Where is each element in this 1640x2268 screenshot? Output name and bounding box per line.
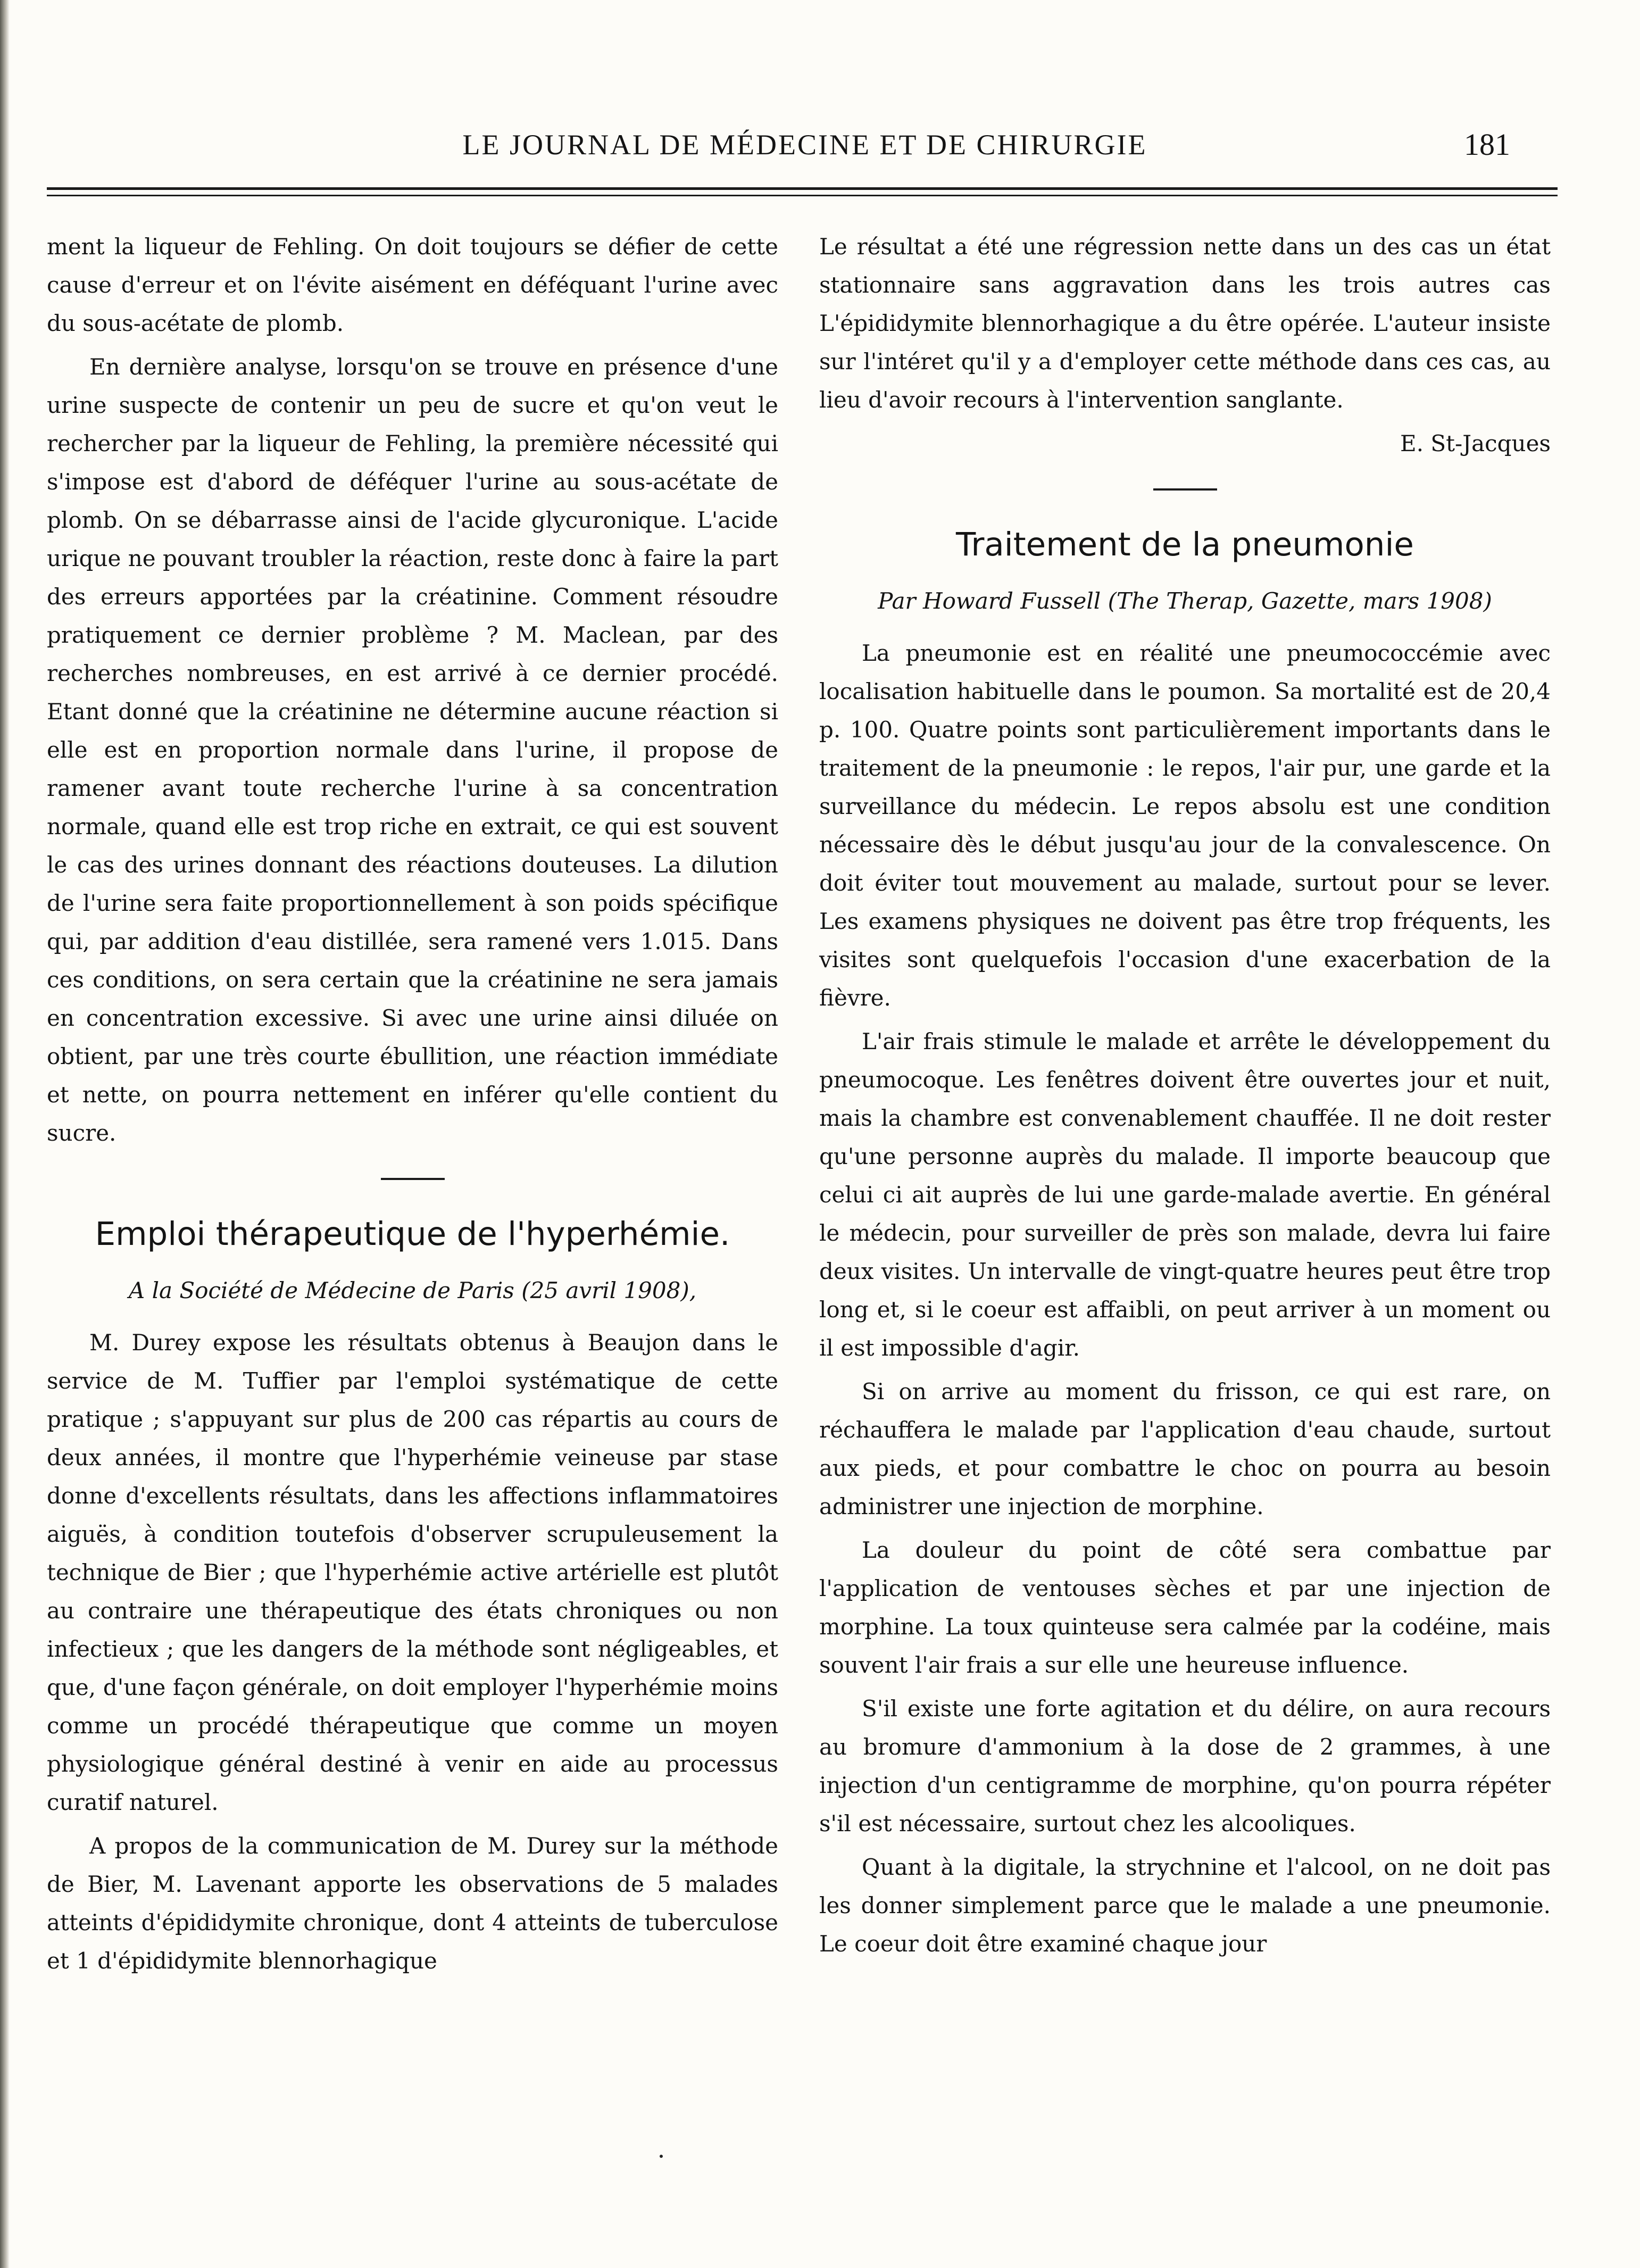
paragraph: La pneumonie est en réalité une pneumococcémie avec localisation habituelle dans le poumon. Sa mortalité est de 20,4 p. 100. Quatre points sont particulièrement importants dans le traitement de la pneumonie : le repos, l'air pur, une garde et la surveillance du médecin. Le repos absolu est une condition nécessaire dès le début jusqu'au jour de la convalescence. On doit éviter tout mouvement au malade, surtout pour se lever. Les examens physiques ne doivent pas être trop fréquents, les visites sont quelquefois l'occasion d'une exacerbation de la fièvre.: [819, 640, 1551, 1011]
paragraph: L'air frais stimule le malade et arrête le développement du pneumocoque. Les fenêtres doivent être ouvertes jour et nuit, mais la chambre est convenablement chauffée. Il ne doit rester qu'une personne auprès du malade. Il importe beaucoup que celui ci ait auprès de lui une garde-malade avertie. En général le médecin, pour surveiller de près son malade, devra lui faire deux visites. Un intervalle de vingt-quatre heures peut être trop long et, si le coeur est affaibli, on peut arriver à un moment ou il est impossible d'agir.: [819, 1028, 1551, 1361]
paragraph: M. Durey expose les résultats obtenus à Beaujon dans le service de M. Tuffier par l'emploi systématique de cette pratique ; s'appuyant sur plus de 200 cas répartis au cours de deux années, il montre que l'hyperhémie veineuse par stase donne d'excellents résultats, dans les affections inflammatoires aiguës, à condition toutefois d'observer scrupuleusement la technique de Bier ; que l'hyperhémie active artérielle est plutôt au contraire une thérapeutique des états chroniques ou non infectieux ; que les dangers de la méthode sont négligeables, et que, d'une façon générale, on doit employer l'hyperhémie moins comme un procédé thérapeutique que comme un moyen physiologique général destiné à venir en aide au processus curatif naturel.: [47, 1330, 778, 1815]
section-separator: [381, 1178, 445, 1180]
page-edge-shadow: [0, 0, 10, 2268]
article-byline: A la Société de Médecine de Paris (25 avril 1908),: [128, 1277, 697, 1303]
paragraph: ment la liqueur de Fehling. On doit toujours se défier de cette cause d'erreur et on l'évite aisément en déféquant l'urine avec du sous-acétate de plomb.: [47, 234, 778, 336]
paragraph: En dernière analyse, lorsqu'on se trouve en présence d'une urine suspecte de contenir un peu de sucre et qu'on veut le rechercher par la liqueur de Fehling, la première nécessité qui s'impose est d'abord de déféquer l'urine au sous-acétate de plomb. On se débarrasse ainsi de l'acide glycuronique. L'acide urique ne pouvant troubler la réaction, reste donc à faire la part des erreurs apportées par la créatinine. Comment résoudre pratiquement ce dernier problème ? M. Maclean, par des recherches nombreuses, en est arrivé à ce dernier procédé. Etant donné que la créatinine ne détermine aucune réaction si elle est en proportion normale dans l'urine, il propose de ramener avant toute recherche l'urine à sa concentration normale, quand elle est trop riche en extrait, ce qui est souvent le cas des urines donnant des réactions douteuses. La dilution de l'urine sera faite proportionnellement à son poids spécifique qui, par addition d'eau distillée, sera ramené vers 1.015. Dans ces conditions, on sera certain que la créatinine ne sera jamais en concentration excessive. Si avec une urine ainsi diluée on obtient, par une très courte ébullition, une réaction immédiate et nette, on pourra nettement en inférer qu'elle contient du sucre.: [47, 354, 778, 1146]
header-rule-thick: [47, 187, 1558, 190]
article-byline: Par Howard Fussell (The Therap, Gazette, mars 1908): [878, 588, 1492, 614]
journal-title: LE JOURNAL DE MÉDECINE ET DE CHIRURGIE: [462, 129, 1147, 161]
right-column: [819, 228, 1551, 1968]
header-rule-thin: [47, 195, 1558, 196]
running-header: [0, 123, 1640, 166]
left-column: [47, 228, 778, 1985]
paragraph: Le résultat a été une régression nette dans un des cas un état stationnaire sans aggravation dans les trois autres cas L'épididymite blennorhagique a du être opérée. L'auteur insiste sur l'intéret qu'il y a d'employer cette méthode dans ces cas, au lieu d'avoir recours à l'intervention sanglante.: [819, 234, 1551, 413]
paragraph: Si on arrive au moment du frisson, ce qui est rare, on réchauffera le malade par l'application d'eau chaude, surtout aux pieds, et pour combattre le choc on pourra au besoin administrer une injection de morphine.: [819, 1378, 1551, 1519]
paragraph: A propos de la communication de M. Durey sur la méthode de Bier, M. Lavenant apporte les observations de 5 malades atteints d'épididymite chronique, dont 4 atteints de tuberculose et 1 d'épididymite blennorhagique: [47, 1833, 778, 1974]
paragraph: La douleur du point de côté sera combattue par l'application de ventouses sèches et par une injection de morphine. La toux quinteuse sera calmée par la codéine, mais souvent l'air frais a sur elle une heureuse influence.: [819, 1537, 1551, 1678]
paragraph: Quant à la digitale, la strychnine et l'alcool, on ne doit pas les donner simplement parce que le malade a une pneumonie. Le coeur doit être examiné chaque jour: [819, 1854, 1551, 1957]
page-number: 181: [1464, 127, 1510, 162]
print-speck: [660, 2155, 663, 2158]
section-separator: [1153, 488, 1217, 491]
author-signature: E. St-Jacques: [1400, 430, 1551, 456]
paragraph: S'il existe une forte agitation et du délire, on aura recours au bromure d'ammonium à la dose de 2 grammes, à une injection d'un centigramme de morphine, qu'on pourra répéter s'il est nécessaire, surtout chez les alcooliques.: [819, 1696, 1551, 1837]
section-heading: Traitement de la pneumonie: [956, 526, 1414, 563]
section-heading: Emploi thérapeutique de l'hyperhémie.: [95, 1215, 730, 1253]
